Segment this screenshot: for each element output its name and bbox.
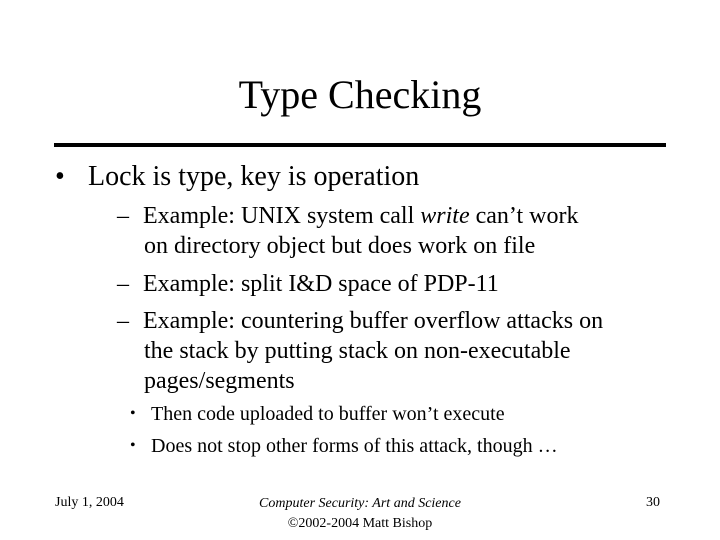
subbullet-text-line-3: pages/segments xyxy=(144,368,295,394)
slide-title: Type Checking xyxy=(238,72,482,117)
bullet-dot-icon: • xyxy=(130,437,136,454)
subbullet-text-line-1: Example: countering buffer overflow attacks on xyxy=(143,308,604,334)
subsubbullet-text: Does not stop other forms of this attack, though … xyxy=(151,435,558,457)
title-divider xyxy=(54,143,666,147)
dash-icon: – xyxy=(117,203,129,229)
subbullet-text-continuation: on directory object but does work on file xyxy=(144,233,536,259)
subbullet-text-pre: Example: UNIX system call xyxy=(143,203,421,229)
footer-copyright: ©2002-2004 Matt Bishop xyxy=(287,516,433,531)
dash-icon: – xyxy=(117,308,129,334)
subbullet-text-emphasis: write xyxy=(420,203,470,229)
dash-icon: – xyxy=(117,271,129,297)
subbullet-text: Example: split I&D space of PDP-11 xyxy=(143,271,499,297)
subsubbullet-text: Then code uploaded to buffer won’t execute xyxy=(151,403,505,425)
footer-page-number: 30 xyxy=(646,495,660,510)
subbullet-text-post: can’t work xyxy=(469,203,579,229)
bullet-text: Lock is type, key is operation xyxy=(88,161,420,192)
footer-date: July 1, 2004 xyxy=(55,495,124,510)
footer-course-title: Computer Security: Art and Science xyxy=(259,496,461,511)
bullet-dot-icon: • xyxy=(55,161,65,192)
bullet-dot-icon: • xyxy=(130,405,136,422)
subbullet-text-line-2: the stack by putting stack on non-executable xyxy=(144,338,571,364)
